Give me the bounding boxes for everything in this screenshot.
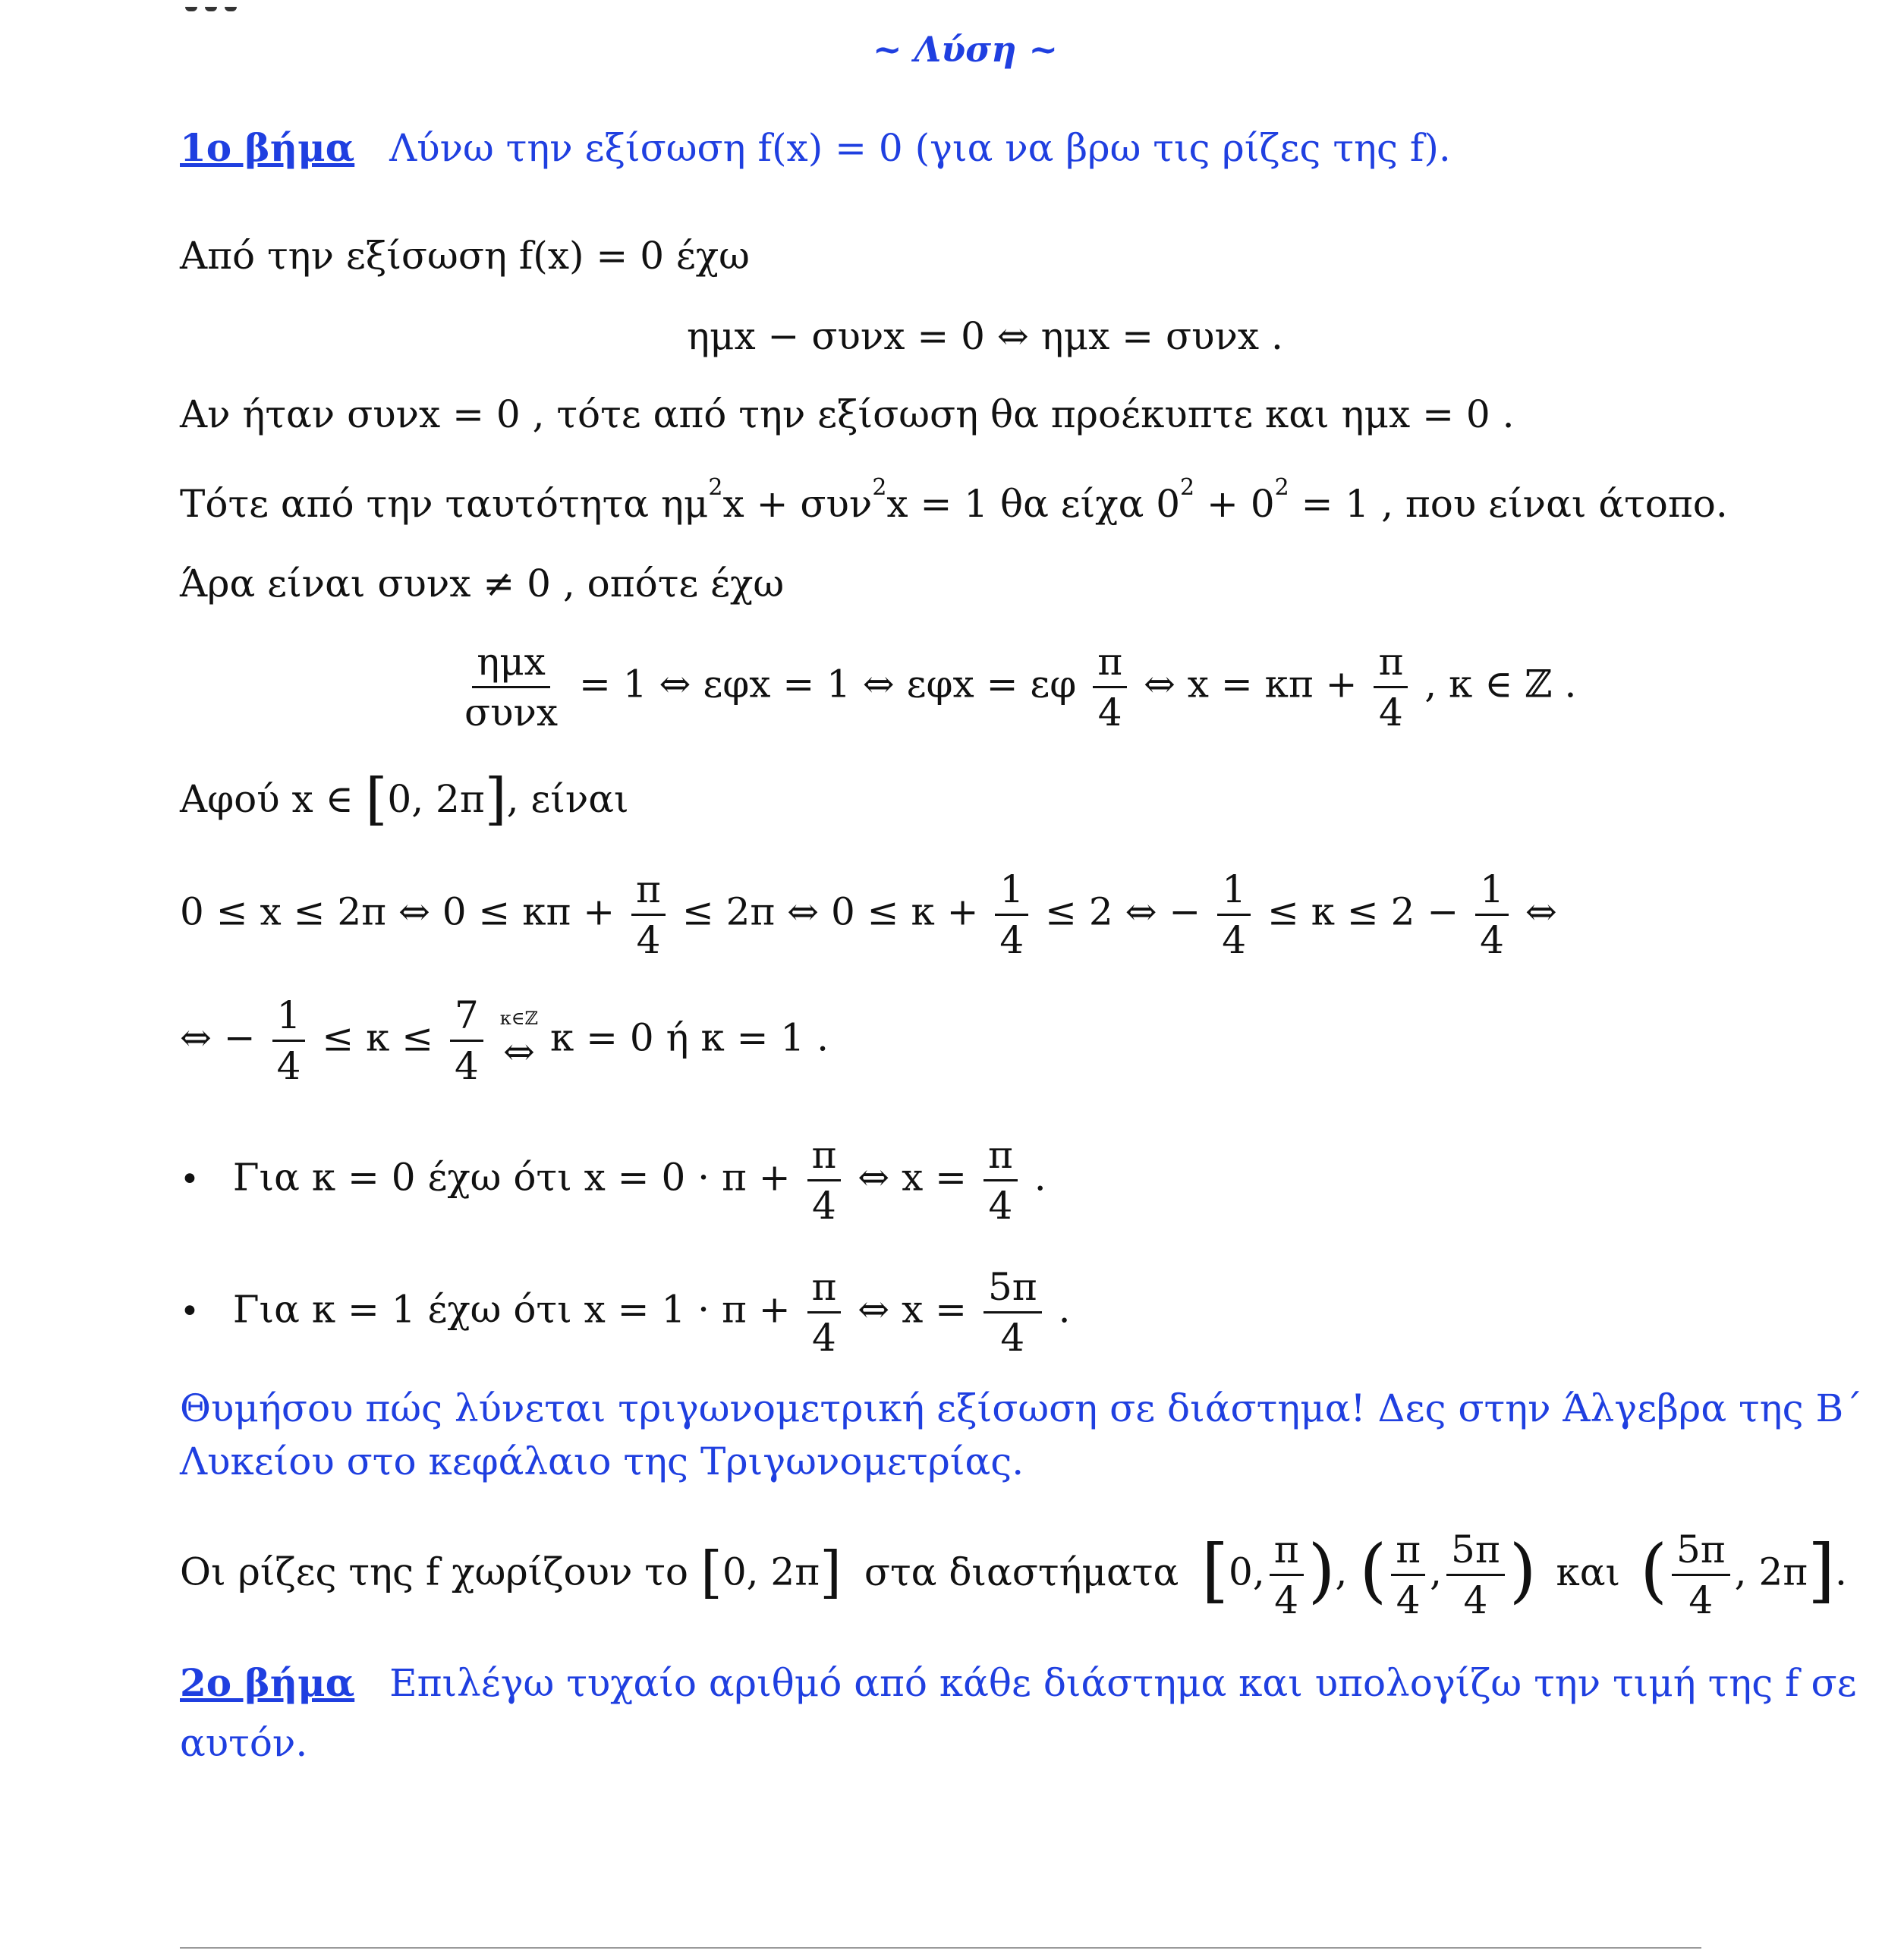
fraction: $\frac{5\pi}{4}$	[1672, 1525, 1730, 1625]
fraction: $\frac{\pi}{4}$	[1270, 1525, 1304, 1625]
overset-arrow: κ∈ℤ ⇔	[499, 1007, 539, 1074]
p3-exponent-3: 2	[1180, 474, 1195, 501]
p6-text-kai: και	[1556, 1549, 1621, 1594]
eq3-text-a: 0 ≤ x ≤ 2π ⇔ 0 ≤ κπ +	[180, 889, 615, 934]
paragraph-6: Οι ρίζες της f χωρίζουν το [0, 2π] στα διαστήματα [0, $\frac{\pi}{4}$ ), ( $\frac{\pi}{4}$ , $\frac{5\pi}{4}$ ) και ( $\frac{5\pi}{4}$ , 2π].	[180, 1525, 1847, 1625]
eq3-text-b: ≤ 2π ⇔ 0 ≤ κ +	[681, 889, 979, 934]
eq4-text-a: ⇔ −	[180, 1015, 256, 1060]
eq2-text-mid2: ⇔ x = κπ +	[1144, 662, 1358, 706]
eq4-text-b: ≤ κ ≤	[322, 1015, 434, 1060]
bullet-marker: •	[180, 1291, 200, 1331]
bullet-item-1	[180, 1131, 1046, 1230]
interval-0-2pi: 0, 2π	[387, 777, 485, 821]
equation-3	[180, 865, 1557, 964]
fraction-pi-over-4: $\frac{\pi}{4}$	[1374, 637, 1408, 737]
step2-line-1	[180, 1660, 1857, 1706]
equation-2	[455, 637, 1576, 737]
solution-title: ~ Λύση ~	[873, 29, 1059, 70]
eq2-text-end: , κ ∈ ℤ .	[1424, 662, 1577, 706]
bullet2-text-b: ⇔ x =	[858, 1287, 968, 1332]
eq2-text-mid: = 1 ⇔ εφx = 1 ⇔ εφx = εφ	[579, 662, 1077, 706]
period: .	[1835, 1549, 1847, 1594]
p3-exponent-1: 2	[708, 474, 723, 501]
bullet-item-2	[180, 1263, 1070, 1362]
paragraph-1: Από την εξίσωση f(x) = 0 έχω	[180, 234, 750, 278]
fraction: $\frac{\pi}{4}$	[1391, 1525, 1425, 1625]
step1-line	[180, 125, 1451, 171]
equation-4	[180, 991, 829, 1090]
eq3-text-d: ≤ κ ≤ 2 −	[1267, 889, 1459, 934]
fraction: $\frac{5\pi}{4}$	[983, 1263, 1042, 1362]
step1-label: 1ο βήμα	[180, 125, 355, 170]
fraction-sin-over-cos: $\frac{\text{ημx}}{\text{συνx}}$	[460, 637, 562, 737]
fraction: $\frac{1}{4}$	[272, 991, 306, 1090]
p3-text-b: x + συν	[722, 482, 873, 526]
footer-rule	[180, 1947, 1701, 1949]
paragraph-3	[180, 474, 1728, 527]
p5-text-a: Αφού x ∈	[180, 777, 354, 821]
paragraph-2: Αν ήταν συνx = 0 , τότε από την εξίσωση θα προέκυπτε και ημx = 0 .	[180, 392, 1515, 436]
step1-text: Λύνω την εξίσωση f(x) = 0 (για να βρω τις ρίζες της f).	[389, 126, 1451, 170]
comma: ,	[1335, 1549, 1348, 1594]
interval-1-start: 0,	[1229, 1549, 1265, 1594]
p3-text-a: Τότε από την ταυτότητα ημ	[180, 482, 709, 526]
step2-line-2: αυτόν.	[180, 1721, 308, 1765]
eq4-text-c: κ = 0 ή κ = 1 .	[549, 1015, 829, 1060]
fraction: $\frac{\pi}{4}$	[807, 1263, 842, 1362]
p3-text-e: = 1 , που είναι άτοπο.	[1289, 482, 1728, 526]
p3-exponent-2: 2	[872, 474, 887, 501]
fraction: $\frac{\pi}{4}$	[983, 1131, 1018, 1230]
paragraph-4: Άρα είναι συνx ≠ 0 , οπότε έχω	[180, 562, 785, 606]
interval-0-2pi: 0, 2π	[722, 1549, 820, 1594]
fraction-pi-over-4: $\frac{\pi}{4}$	[1093, 637, 1127, 737]
fraction: $\frac{7}{4}$	[450, 991, 483, 1090]
p6-text-b: στα διαστήματα	[864, 1549, 1179, 1594]
left-bracket: [	[365, 766, 388, 832]
p3-text-c: x = 1 θα είχα 0	[886, 482, 1181, 526]
interval-3-end: , 2π	[1734, 1549, 1808, 1594]
bullet1-text-a: Για κ = 0 έχω ότι x = 0 · π +	[232, 1155, 791, 1200]
fraction: $\frac{\pi}{4}$	[807, 1131, 842, 1230]
fraction: $\frac{\pi}{4}$	[631, 865, 666, 964]
bullet2-text-c: .	[1058, 1287, 1071, 1332]
comma: ,	[1430, 1549, 1443, 1594]
p5-text-b: , είναι	[506, 777, 629, 821]
bullet1-text-c: .	[1034, 1155, 1046, 1200]
reminder-line-2: Λυκείου στο κεφάλαιο της Τριγωνομετρίας.	[180, 1439, 1024, 1483]
paragraph-5	[180, 766, 629, 832]
eq3-text-c: ≤ 2 ⇔ −	[1045, 889, 1201, 934]
reminder-line-1: Θυμήσου πώς λύνεται τριγωνομετρική εξίσωση σε διάστημα! Δες στην Άλγεβρα της Β΄	[180, 1386, 1863, 1430]
right-bracket: ]	[484, 766, 507, 832]
p3-exponent-4: 2	[1274, 474, 1289, 501]
eq3-text-e: ⇔	[1525, 889, 1557, 934]
bullet1-text-b: ⇔ x =	[858, 1155, 968, 1200]
fraction: $\frac{1}{4}$	[1217, 865, 1251, 964]
p6-text-a: Οι ρίζες της f χωρίζουν το	[180, 1549, 689, 1594]
bullet2-text-a: Για κ = 1 έχω ότι x = 1 · π +	[232, 1287, 791, 1332]
cropped-text-fragment	[185, 0, 265, 5]
bullet-marker: •	[180, 1159, 200, 1199]
fraction: $\frac{1}{4}$	[995, 865, 1028, 964]
fraction: $\frac{1}{4}$	[1475, 865, 1509, 964]
equation-1: ημx − συνx = 0 ⇔ ημx = συνx .	[687, 314, 1283, 358]
fraction: $\frac{5\pi}{4}$	[1446, 1525, 1505, 1625]
step2-label: 2ο βήμα	[180, 1660, 355, 1705]
step2-text: Επιλέγω τυχαίο αριθμό από κάθε διάστημα και υπολογίζω την τιμή της f σε	[389, 1661, 1857, 1705]
p3-text-d: + 0	[1194, 482, 1275, 526]
